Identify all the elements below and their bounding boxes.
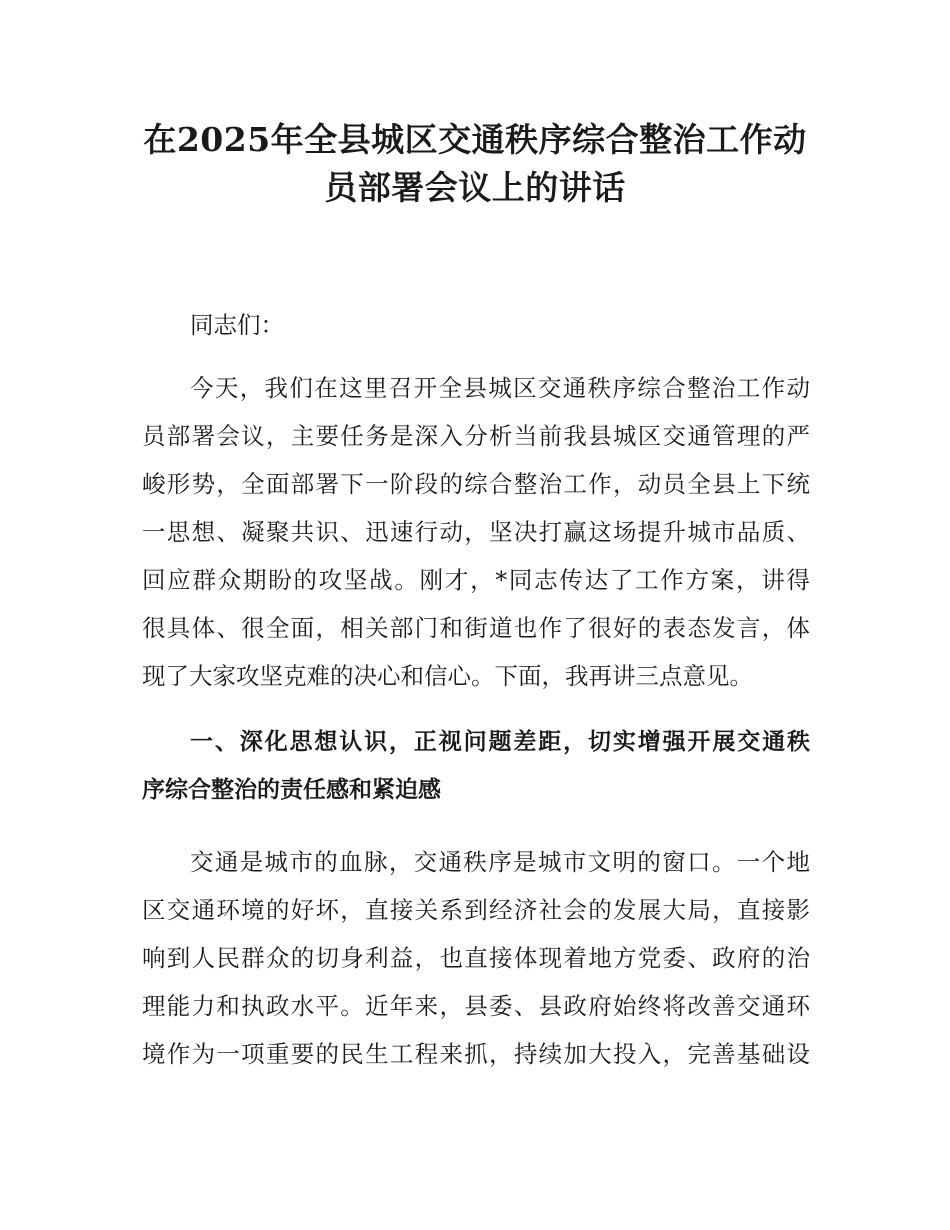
paragraph-2-line: 交通是城市的血脉，交通秩序是城市文明的窗口。一个地	[190, 848, 810, 876]
paragraph-2-line: 区交通环境的好坏，直接关系到经济社会的发展大局，直接影	[142, 896, 810, 924]
section-heading-1-line: 序综合整治的责任感和紧迫感	[142, 777, 441, 803]
salutation: 同志们：	[190, 311, 284, 339]
section-heading-1-line: 一、深化思想认识，正视问题差距，切实增强开展交通秩	[190, 729, 810, 755]
document-title-line-2: 员部署会议上的讲话	[324, 168, 626, 207]
paragraph-2-line: 境作为一项重要的民生工程来抓，持续加大投入，完善基础设	[142, 1040, 810, 1068]
paragraph-2-line: 理能力和执政水平。近年来，县委、县政府始终将改善交通环	[142, 992, 810, 1020]
paragraph-1-line: 员部署会议，主要任务是深入分析当前我县城区交通管理的严	[142, 422, 810, 450]
paragraph-1-line: 峻形势，全面部署下一阶段的综合整治工作，动员全县上下统	[142, 470, 810, 498]
document-title-line-1: 在2025年全县城区交通秩序综合整治工作动	[143, 120, 807, 159]
paragraph-1-line: 回应群众期盼的攻坚战。刚才，*同志传达了工作方案，讲得	[142, 566, 810, 594]
paragraph-2-line: 响到人民群众的切身利益，也直接体现着地方党委、政府的治	[142, 944, 810, 972]
paragraph-1-line: 今天，我们在这里召开全县城区交通秩序综合整治工作动	[190, 374, 810, 402]
paragraph-1-line: 很具体、很全面，相关部门和街道也作了很好的表态发言，体	[142, 614, 810, 642]
paragraph-1-line: 现了大家攻坚克难的决心和信心。下面，我再讲三点意见。	[142, 662, 753, 690]
paragraph-1-line: 一思想、凝聚共识、迅速行动，坚决打赢这场提升城市品质、	[142, 518, 810, 546]
